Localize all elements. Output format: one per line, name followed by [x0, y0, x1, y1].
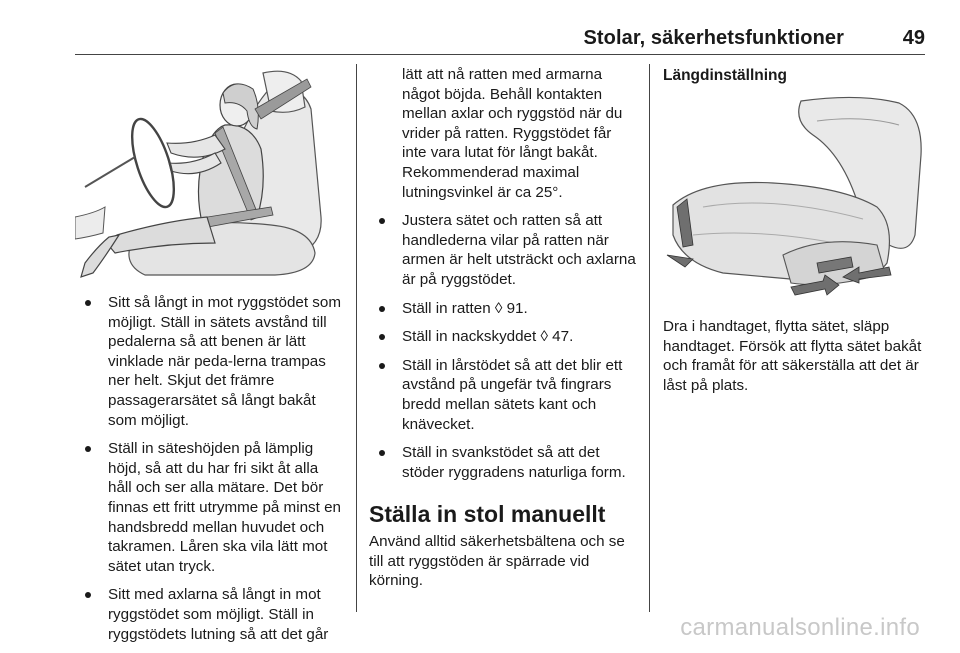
bullet-icon: [85, 592, 91, 598]
column-2: [369, 65, 637, 591]
adjustment-paragraph: Dra i handtaget, flytta sätet, släpp handtaget. Försök att flytta sätet bakåt och framåt för att säkerställa att det är låst på plats.: [663, 318, 922, 394]
page-number: 49: [902, 27, 925, 49]
list-item: Ställ in lårstödet så att det blir ett avstånd på ungefär två fingrars bredd mellan sätets kant och knävecket.: [369, 356, 637, 434]
sub-heading: Längdinställning: [663, 67, 787, 84]
bullet-icon: [85, 300, 91, 306]
list-item: Justera sätet och ratten så att handlederna vilar på ratten när armen är helt utsträckt och axlarna är på ryggstödet.: [369, 211, 637, 289]
page-header-title: Stolar, säkerhetsfunktioner: [583, 27, 844, 49]
section-paragraph: Använd alltid säkerhetsbältena och se till att ryggstöden är spärrade vid körning.: [369, 533, 625, 590]
column-3: [663, 66, 927, 395]
bullet-list-col1: [75, 293, 345, 644]
bullet-icon: [85, 446, 91, 452]
list-item: Sitt med axlarna så långt in mot ryggstödet som möjligt. Ställ in ryggstödets lutning så att det går: [75, 585, 345, 644]
header-rule: [75, 54, 925, 55]
list-item: Ställ in nackskyddet ◊ 47.: [369, 327, 637, 347]
bullet-icon: [379, 218, 385, 224]
bullet-icon: [379, 334, 385, 340]
bullet-icon: [379, 450, 385, 456]
watermark: carmanualsonline.info: [680, 614, 920, 641]
list-item: Sitt så långt in mot ryggstödet som möjligt. Ställ in sätets avstånd till pedalerna så att benen är lätt vinklade när peda-lerna trampas ner helt. Skjut det främre passagerarsätet så långt bakåt som möjligt.: [75, 293, 345, 430]
list-item: Ställ in svankstödet så att det stöder ryggradens naturliga form.: [369, 443, 637, 482]
list-item: Ställ in säteshöjden på lämplig höjd, så att du har fri sikt åt alla håll och ser alla mätare. Det bör finnas ett fritt utrymme på minst en handsbredd mellan huvudet och takramen. Låren ska vila lätt mot sätet utan tryck.: [75, 439, 345, 576]
column-1: [75, 67, 345, 653]
bullet-list-col2: [369, 211, 637, 482]
column-divider-2: [649, 64, 650, 612]
bullet-icon: [379, 363, 385, 369]
continued-paragraph: lätt att nå ratten med armarna något böjda. Behåll kontakten mellan axlar och ryggstöd när du vrider på ratten. Ryggstödet får inte vara lutat för långt bakåt. Rekommenderad maximal lutningsvinkel är ca 25°.: [402, 66, 623, 201]
list-item: Ställ in ratten ◊ 91.: [369, 299, 637, 319]
driver-seating-position-illustration: [75, 67, 340, 279]
bullet-icon: [379, 306, 385, 312]
seat-length-adjustment-illustration: [663, 95, 925, 303]
section-heading: Ställa in stol manuellt: [369, 501, 606, 528]
column-divider-1: [356, 64, 357, 612]
